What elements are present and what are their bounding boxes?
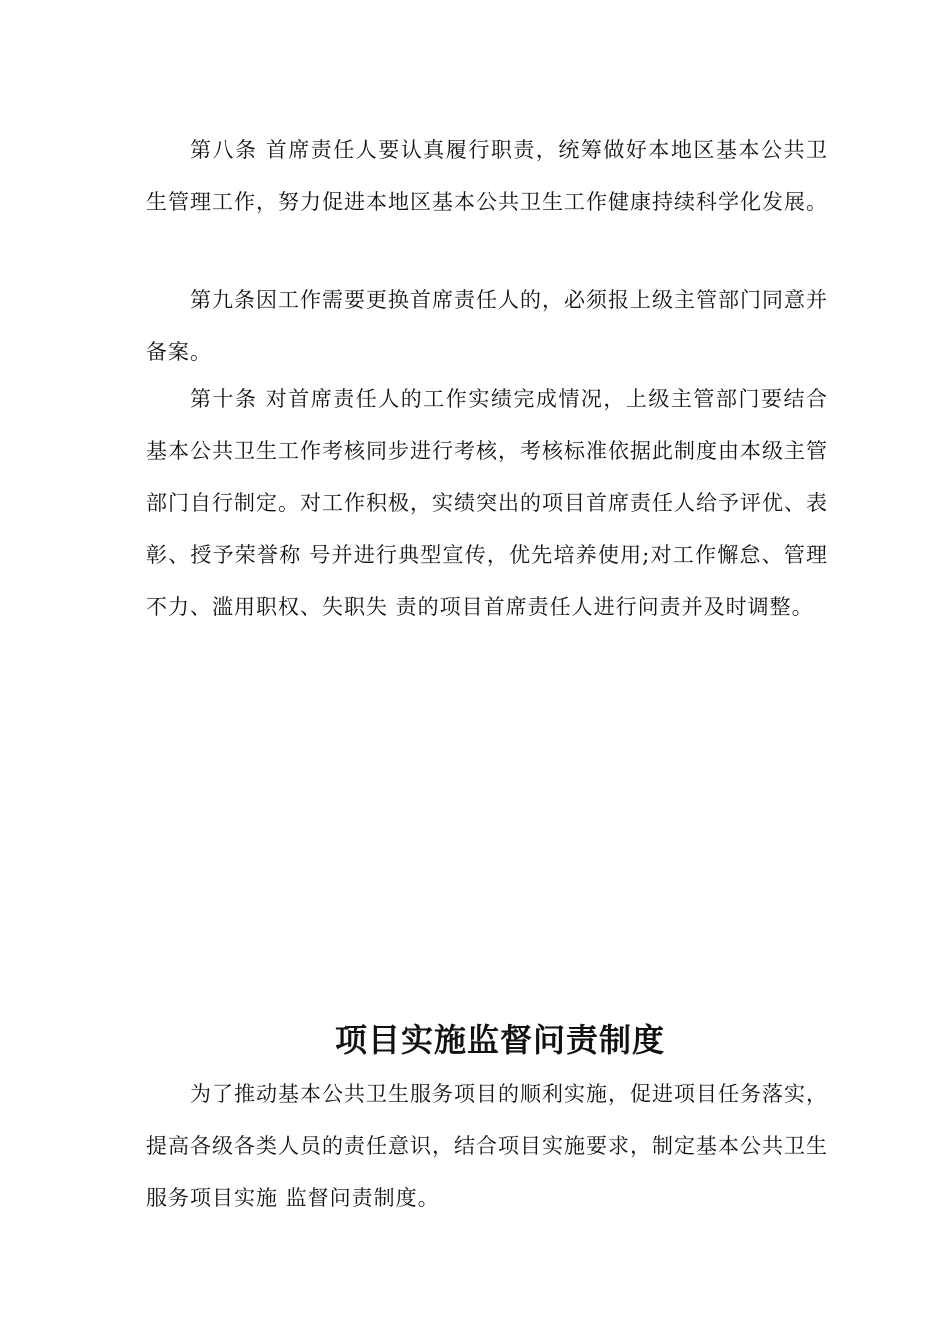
article-8-paragraph: 第八条 首席责任人要认真履行职责，统筹做好本地区基本公共卫生管理工作，努力促进本地区基本公共卫生工作健康持续科学化发展。 bbox=[146, 138, 828, 214]
intro-paragraph: 为了推动基本公共卫生服务项目的顺利实施，促进项目任务落实，提高各级各类人员的责任意识，结合项目实施要求，制定基本公共卫生服务项目实施 监督问责制度。 bbox=[146, 1082, 828, 1210]
article-10-paragraph: 第十条 对首席责任人的工作实绩完成情况，上级主管部门要结合基本公共卫生工作考核同步进行考核，考核标准依据此制度由本级主管部门自行制定。对工作积极，实绩突出的项目首席责任人给予评优、表彰、授予荣誉称 号并进行典型宣传，优先培养使用;对工作懈怠、管理不力、滥用职权、失职失 责的项目首席责任人进行问责并及时调整。 bbox=[146, 387, 828, 619]
section-heading: 项目实施监督问责制度 bbox=[335, 1021, 666, 1059]
article-9-paragraph: 第九条因工作需要更换首席责任人的，必须报上级主管部门同意并备案。 bbox=[146, 288, 828, 364]
